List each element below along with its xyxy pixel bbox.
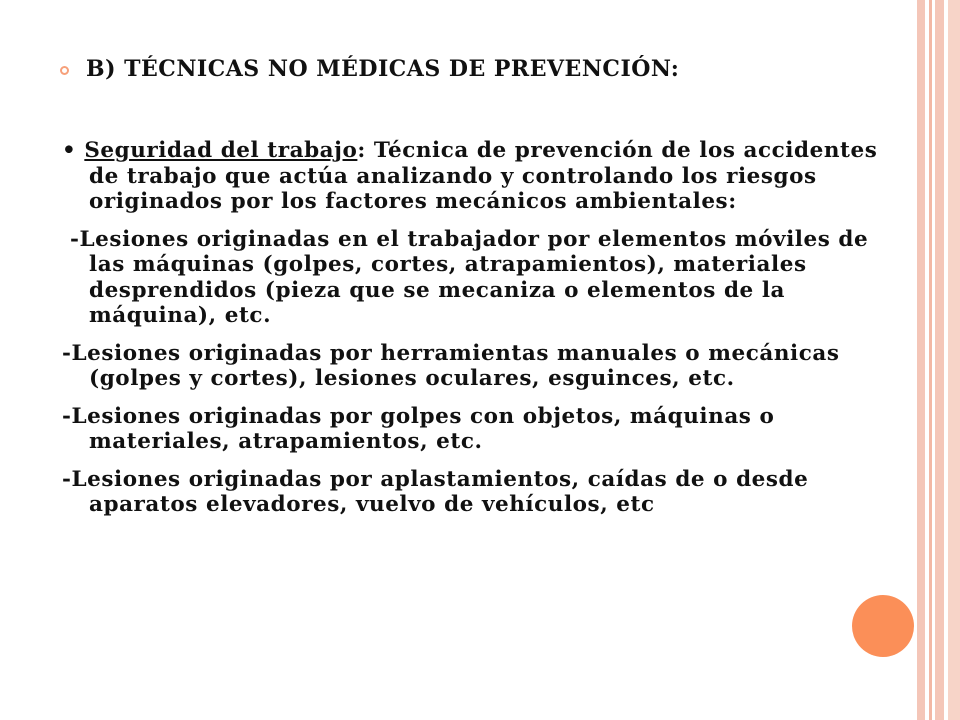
list-item: -Lesiones originadas por herramientas manuales o mecánicas (golpes y cortes), lesiones oculares, esguinces, etc. (62, 340, 840, 391)
slide-body (62, 138, 902, 518)
circle-bullet-icon (60, 66, 69, 75)
list-item: -Lesiones originadas por aplastamientos, caídas de o desde aparatos elevadores, vuelvo de vehículos, etc (62, 466, 809, 517)
decorative-circle (852, 595, 914, 657)
slide-title: B) TÉCNICAS NO MÉDICAS DE PREVENCIÓN: (86, 56, 680, 82)
bullet-glyph: • (62, 138, 77, 163)
list-item: -Lesiones originadas por golpes con objetos, máquinas o materiales, atrapamientos, etc. (62, 403, 775, 454)
title-row (60, 56, 679, 82)
decorative-stripe (917, 0, 925, 720)
intro-term: Seguridad del trabajo (84, 138, 358, 163)
intro-text: : Técnica de prevención de los accidentes de trabajo que actúa analizando y controlando los riesgos originados por los factores mecánicos ambientales: (89, 138, 878, 214)
decorative-stripe (935, 0, 944, 720)
intro-paragraph (62, 138, 902, 215)
list-item: -Lesiones originadas en el trabajador por elementos móviles de las máquinas (golpes, cortes, atrapamientos), materiales desprendidos (pieza que se mecaniza o elementos de la máquina), etc. (62, 226, 877, 328)
decorative-stripe (948, 0, 960, 720)
